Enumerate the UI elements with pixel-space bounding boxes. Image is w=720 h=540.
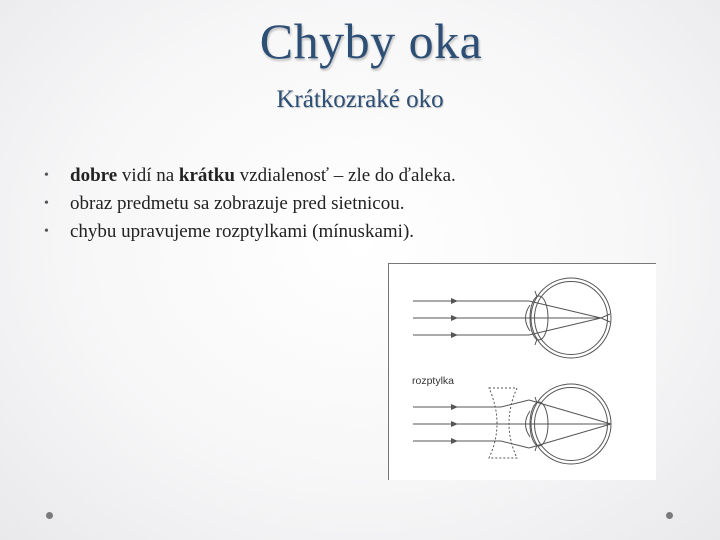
bullet-text: vidí na <box>117 165 179 186</box>
diverged-ray <box>501 400 529 407</box>
bullet-marker: • <box>44 224 49 239</box>
bullet-marker: • <box>44 168 49 183</box>
corner-dot-left <box>46 512 53 519</box>
bullet-marker: • <box>44 196 49 211</box>
slide-title: Chyby oka <box>259 13 483 69</box>
bullet-text: chybu upravujeme rozptylkami (mínuskami). <box>70 221 415 242</box>
bold-text: krátku <box>178 165 235 186</box>
refracted-ray <box>529 301 601 318</box>
slide-subtitle: Krátkozraké oko <box>276 86 444 113</box>
corner-dot-right <box>666 512 673 519</box>
bullet-item <box>44 190 456 218</box>
bold-text: dobre <box>70 165 118 186</box>
refracted-ray <box>529 424 611 448</box>
diverged-ray <box>501 441 529 448</box>
diverging-lens <box>489 388 517 458</box>
refracted-ray <box>529 318 601 335</box>
diverging-lens-label: rozptylka <box>412 375 455 387</box>
bullet-text: vzdialenosť – zle do ďaleka. <box>234 165 456 186</box>
uncorrected-eye <box>413 278 611 358</box>
bullet-item <box>44 162 456 190</box>
corrected-eye <box>413 384 611 464</box>
refracted-ray <box>529 400 611 424</box>
bullet-item <box>44 218 456 246</box>
myopia-eye-diagram <box>388 263 656 480</box>
bullet-text: obraz predmetu sa zobrazuje pred sietnicou. <box>70 193 405 214</box>
eye-diagram-svg <box>389 264 656 480</box>
bullet-list <box>44 162 456 246</box>
